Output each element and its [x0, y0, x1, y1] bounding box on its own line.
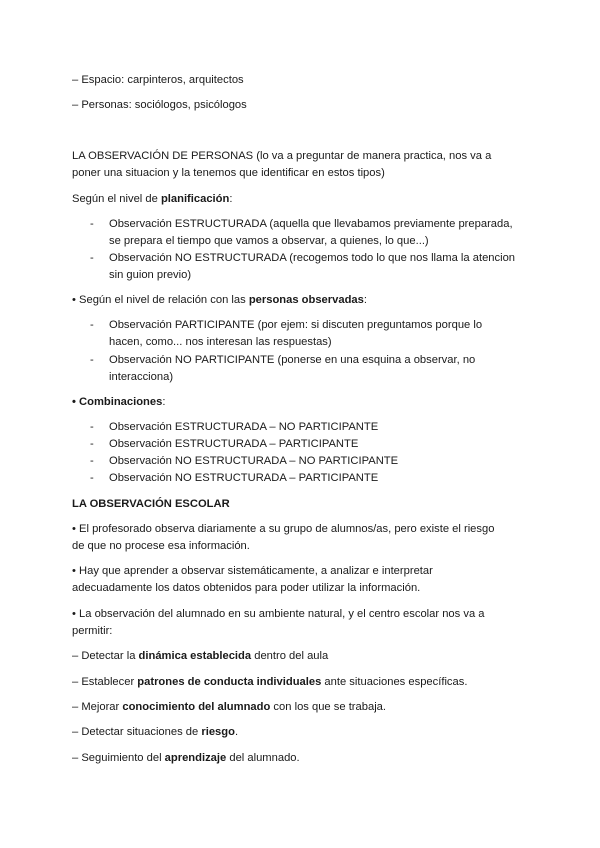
item-line-1: Observación PARTICIPANTE (por ejem: si discuten preguntamos porque lo [109, 319, 483, 331]
item-line-1: Observación NO ESTRUCTURADA (recogemos todo lo que nos llama la atencion [109, 252, 516, 264]
goal-bold: patrones de conducta individuales [137, 676, 322, 688]
dash-marker: - [90, 354, 94, 366]
goal-bold: riesgo [201, 726, 235, 738]
item-line-2: hacen, como... nos interesan las respuestas) [109, 336, 332, 348]
section-escolar-title [72, 496, 230, 513]
relacion-heading [72, 292, 367, 309]
goal-suffix: con los que se trabaja. [270, 701, 387, 713]
item-line-2: sin guion previo) [109, 269, 192, 281]
section-personas-title-1: LA OBSERVACIÓN DE PERSONAS (lo va a preguntar de manera practica, nos va a [72, 150, 492, 162]
relacion-prefix: • Según el nivel de relación con las [72, 294, 249, 306]
item-text: Observación NO ESTRUCTURADA – PARTICIPANTE [109, 472, 379, 484]
dash-marker: - [90, 252, 94, 264]
dash-marker: - [90, 438, 94, 450]
planificacion-item-no-estructurada [90, 250, 530, 284]
combinaciones-prefix: • [72, 396, 80, 408]
goal-line [72, 674, 467, 691]
goal-prefix: – Detectar situaciones de [72, 726, 202, 738]
goal-suffix: . [234, 726, 239, 738]
combinaciones-heading [72, 394, 165, 411]
escolar-bullet [72, 606, 532, 640]
relacion-suffix: : [363, 294, 367, 306]
goal-suffix: dentro del aula [251, 650, 329, 662]
item-text: Observación NO ESTRUCTURADA – NO PARTICIPANTE [109, 455, 399, 467]
intro-line-personas: – Personas: sociólogos, psicólogos [72, 99, 247, 111]
combinaciones-suffix: : [162, 396, 166, 408]
goal-line [72, 750, 300, 767]
item-line-1: Observación ESTRUCTURADA (aquella que llevabamos previamente preparada, [109, 218, 513, 230]
goal-bold: dinámica establecida [138, 650, 252, 662]
planificacion-prefix: Según el nivel de [72, 193, 161, 205]
item-line-1: Observación NO PARTICIPANTE (ponerse en una esquina a observar, no [109, 354, 476, 366]
goal-line [72, 648, 328, 665]
bullet-line-1: • El profesorado observa diariamente a su grupo de alumnos/as, pero existe el riesgo [72, 523, 495, 535]
relacion-item-participante [90, 317, 530, 351]
dash-marker: - [90, 472, 94, 484]
escolar-bullet [72, 521, 532, 555]
planificacion-suffix: : [229, 193, 233, 205]
bullet-line-2: adecuadamente los datos obtenidos para poder utilizar la información. [72, 582, 421, 594]
item-text: Observación ESTRUCTURADA – NO PARTICIPANTE [109, 421, 379, 433]
planificacion-heading [72, 191, 232, 208]
combinacion-item [90, 470, 530, 487]
bullet-line-1: • La observación del alumnado en su ambiente natural, y el centro escolar nos va a [72, 608, 485, 620]
planificacion-bold: planificación [160, 193, 230, 205]
bullet-line-2: de que no procese esa información. [72, 540, 250, 552]
goal-bold: aprendizaje [164, 752, 227, 764]
section-escolar-title-text: LA OBSERVACIÓN ESCOLAR [72, 498, 230, 510]
item-line-2: se prepara el tiempo que vamos a observar, a quienes, lo que...) [109, 235, 429, 247]
goal-prefix: – Mejorar [72, 701, 123, 713]
goal-line [72, 699, 386, 716]
goal-suffix: ante situaciones específicas. [321, 676, 468, 688]
goal-line [72, 724, 238, 741]
goal-suffix: del alumnado. [226, 752, 300, 764]
dash-marker: - [90, 319, 94, 331]
goal-prefix: – Detectar la [72, 650, 139, 662]
planificacion-item-estructurada [90, 216, 530, 250]
goal-prefix: – Establecer [72, 676, 138, 688]
relacion-item-no-participante [90, 352, 530, 386]
combinacion-item [90, 419, 530, 436]
section-personas-title-2: poner una situacion y la tenemos que identificar en estos tipos) [72, 167, 385, 179]
dash-marker: - [90, 421, 94, 433]
combinacion-item [90, 453, 530, 470]
combinaciones-bold: Combinaciones [79, 396, 163, 408]
relacion-bold: personas observadas [248, 294, 364, 306]
goal-bold: conocimiento del alumnado [122, 701, 271, 713]
dash-marker: - [90, 455, 94, 467]
intro-line-espacio: – Espacio: carpinteros, arquitectos [72, 74, 244, 86]
dash-marker: - [90, 218, 94, 230]
item-text: Observación ESTRUCTURADA – PARTICIPANTE [109, 438, 359, 450]
bullet-line-2: permitir: [72, 625, 113, 637]
goal-prefix: – Seguimiento del [72, 752, 165, 764]
item-line-2: interacciona) [109, 371, 174, 383]
escolar-bullet [72, 563, 532, 597]
combinacion-item [90, 436, 530, 453]
bullet-line-1: • Hay que aprender a observar sistemáticamente, a analizar e interpretar [72, 565, 433, 577]
